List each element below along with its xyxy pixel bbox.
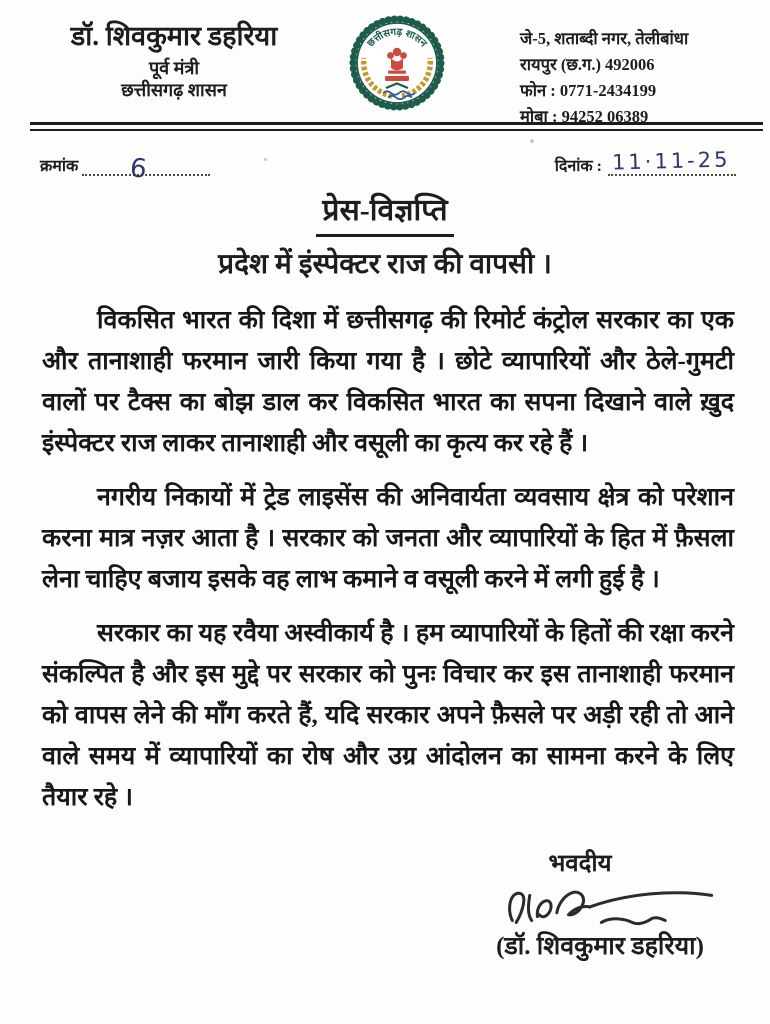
serial-group <box>40 153 210 185</box>
scan-speck <box>530 139 534 143</box>
date-label: दिनांक : <box>554 158 602 175</box>
date-handwritten-value: 11·11-25 <box>611 147 731 175</box>
letterhead-address <box>520 26 760 130</box>
letterhead-left <box>38 20 310 102</box>
paragraph-2: नगरीय निकायों में ट्रेड लाइसेंस की अनिवार्यता व्यवसाय क्षेत्र को परेशान करना मात्र नज़र आता है । सरकार को जनता और व्यापारियों के हित में फ़ैसला लेना चाहिए बजाय इसके वह लाभ कमाने व वसूली करने में लगी हुई है । <box>42 484 734 593</box>
letterhead-divider <box>30 122 763 131</box>
signatory-name: (डॉ. शिवकुमार डहरिया) <box>496 933 704 960</box>
handwritten-signature <box>498 876 726 936</box>
date-group <box>554 147 736 176</box>
document-title: प्रेस-विज्ञप्ति <box>316 188 453 237</box>
document-subject: प्रदेश में इंस्पेक्टर राज की वापसी । <box>218 249 552 280</box>
date-dotted-line <box>608 147 736 176</box>
serial-handwritten-value: 6 <box>128 153 149 185</box>
scan-speck <box>264 158 267 161</box>
letter-body <box>42 300 734 831</box>
reference-row <box>40 140 736 185</box>
title-wrap <box>0 188 770 237</box>
serial-label: क्रमांक <box>40 158 79 175</box>
sender-government: छत्तीसगढ़ शासन <box>121 80 227 101</box>
closing-salutation: भवदीय <box>548 851 612 877</box>
address-line-2: रायपुर (छ.ग.) 492006 <box>520 55 655 74</box>
chhattisgarh-government-emblem-icon <box>346 8 448 118</box>
paragraph-1: विकसित भारत की दिशा में छत्तीसगढ़ की रिमोर्ट कंट्रोल सरकार का एक और तानाशाही फरमान जारी किया गया है । छोटे व्यापारियों और ठेले-गुमटी वालों पर टैक्स का बोझ डाल कर विकसित भारत का सपना दिखाने वाले ख़ुद इंस्पेक्टर राज लाकर तानाशाही और वसूली का कृत्य कर रहे हैं । <box>42 307 734 457</box>
paragraph-3: सरकार का यह रवैया अस्वीकार्य है । हम व्यापारियों के हितों की रक्षा करने संकल्पित है और इस मुद्दे पर सरकार को पुनः विचार कर इस तानाशाही फरमान को वापस लेने की माँग करते हैं, यदि सरकार अपने फ़ैसले पर अड़ी रही तो आने वाले समय में व्यापारियों का रोष और उग्र आंदोलन का सामना करने के लिए तैयार रहे । <box>42 620 734 811</box>
sender-name: डॉ. शिवकुमार डहरिया <box>70 21 278 51</box>
emblem-arc-text: छत्तीसगढ़ शासन <box>365 26 429 50</box>
address-line-1: जे-5, शताब्दी नगर, तेलीबांधा <box>520 29 689 48</box>
mobile-line: मोबा : 94252 06389 <box>520 107 649 126</box>
sender-designation: पूर्व मंत्री <box>148 57 200 78</box>
phone-line: फोन : 0771-2434199 <box>520 81 657 100</box>
serial-dotted-line <box>82 153 210 185</box>
